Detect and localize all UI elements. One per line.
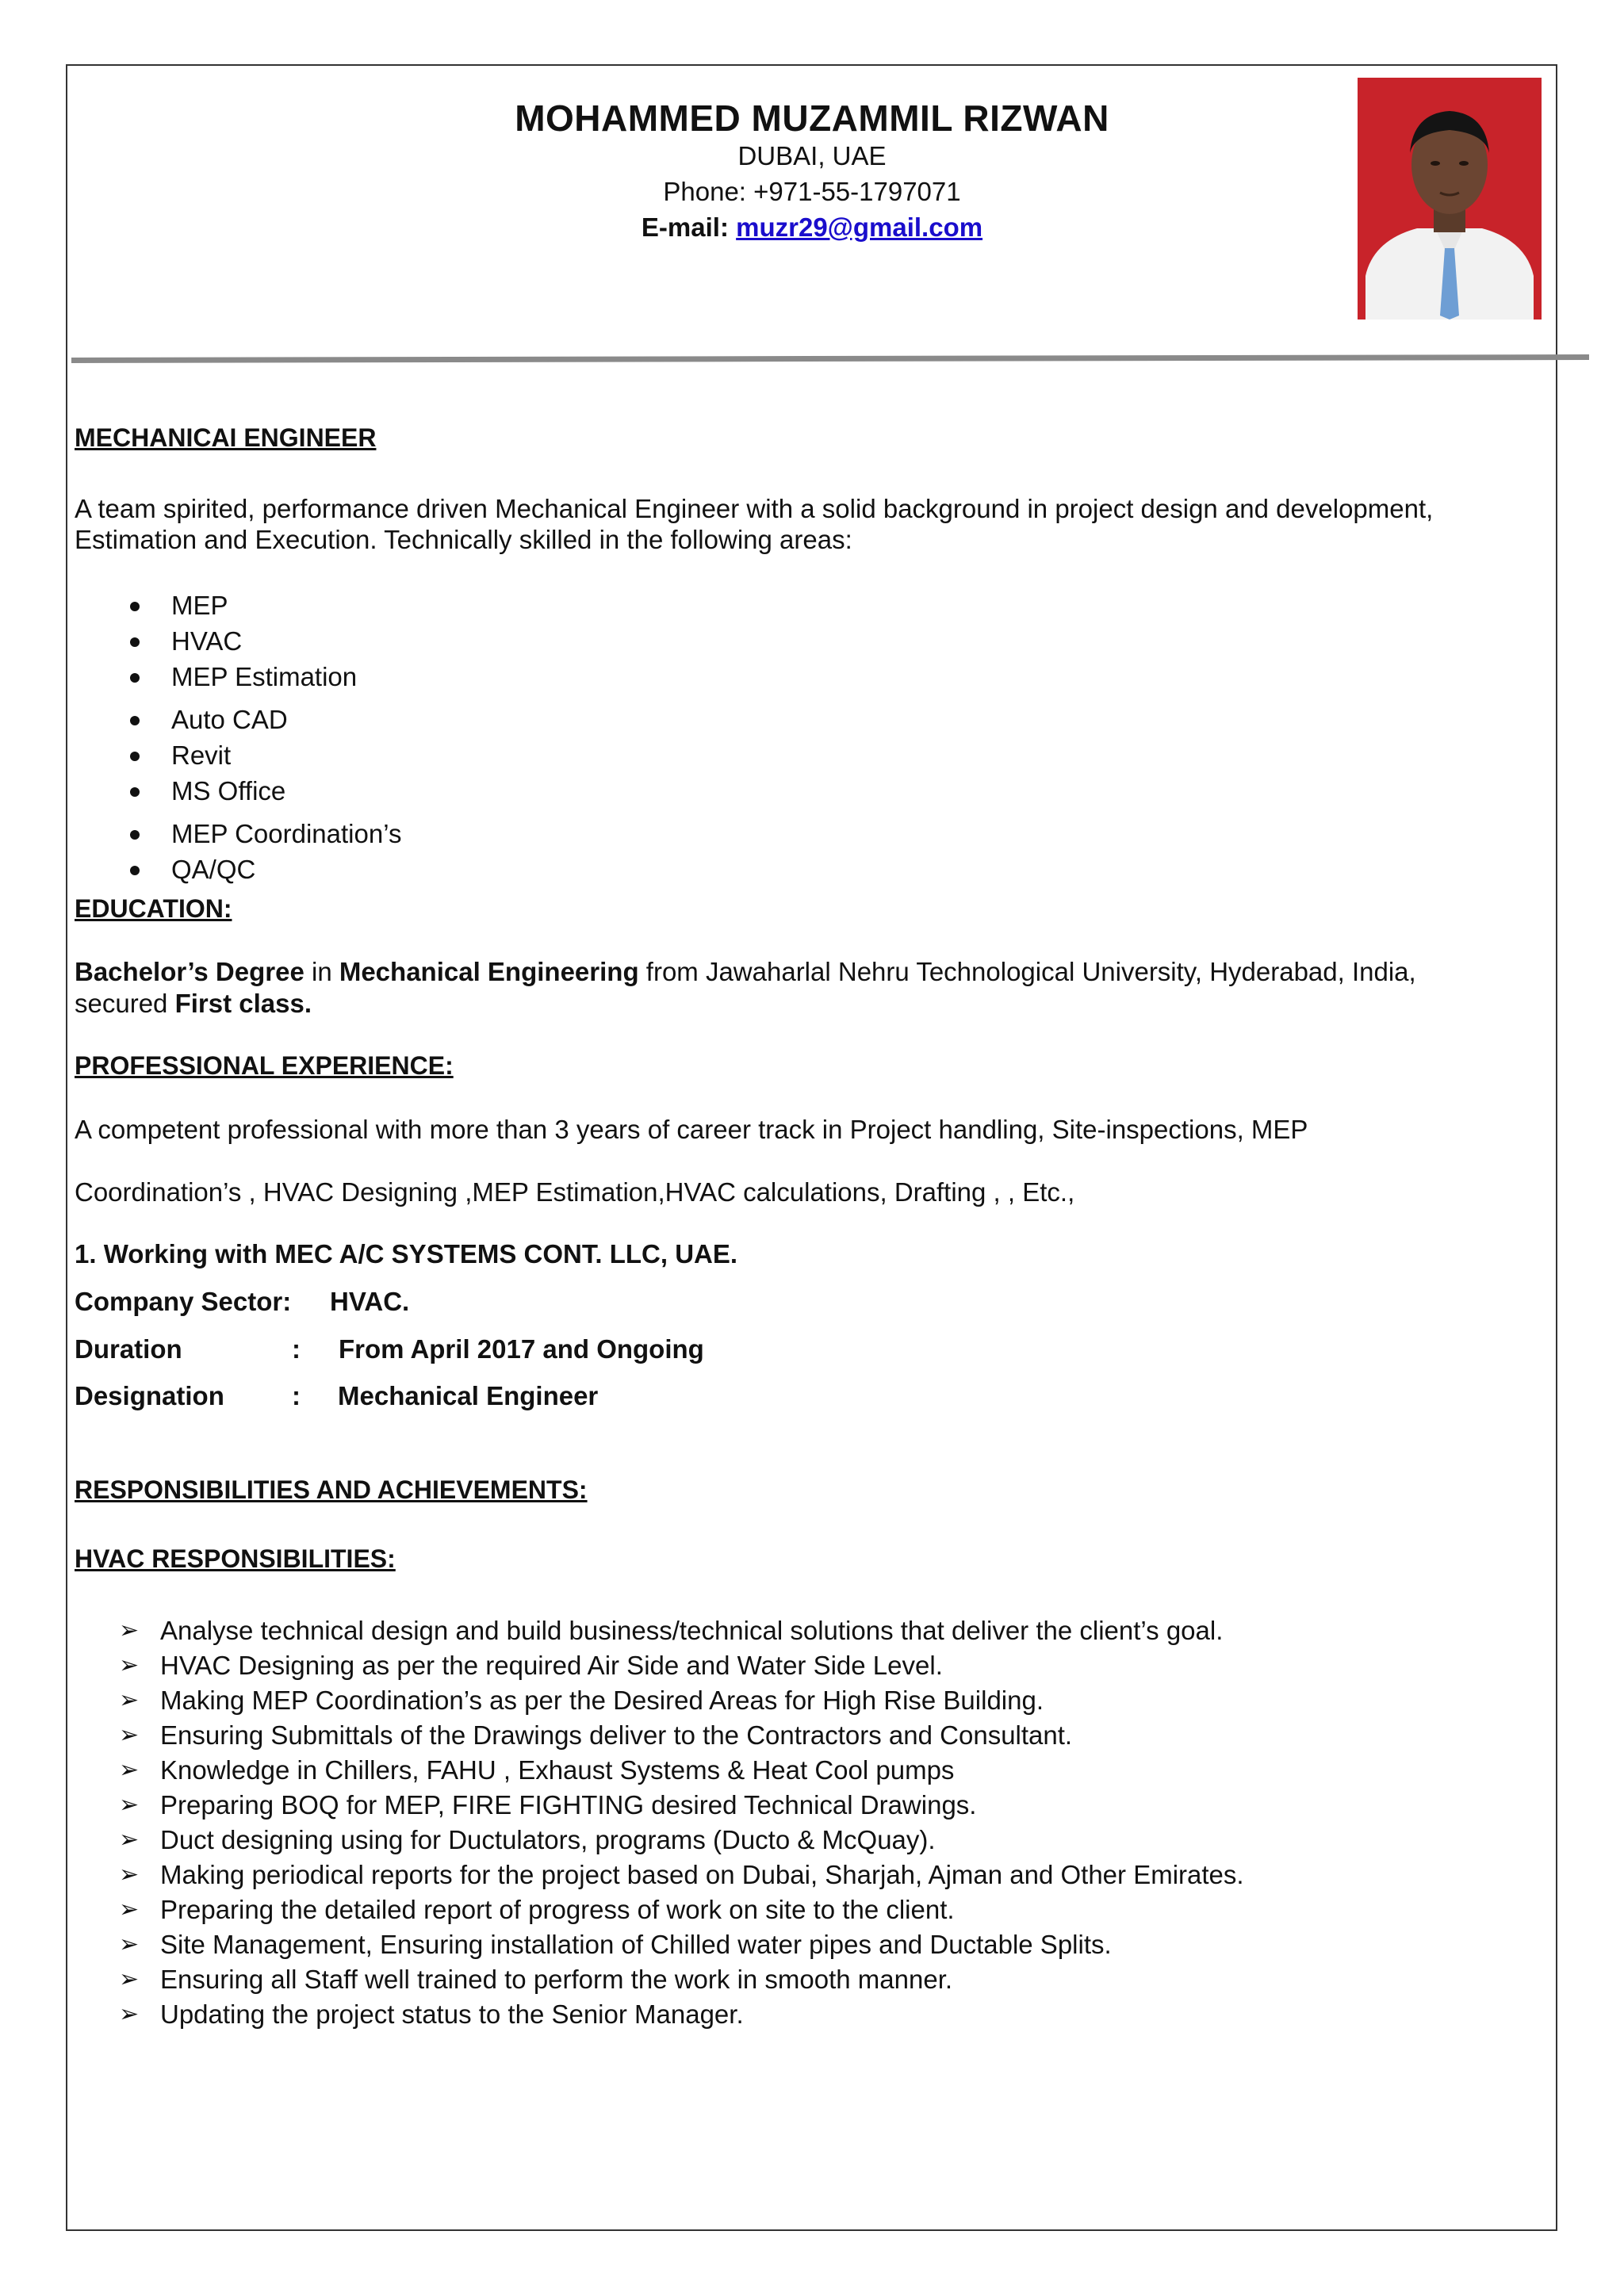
list-item: ➢ Ensuring Submittals of the Drawings deliver to the Contractors and Consultant.: [119, 1718, 1072, 1753]
skill-item: QA/QC: [171, 854, 401, 886]
bullet-icon: [130, 787, 140, 797]
bullet-icon: [130, 602, 140, 611]
job-title: 1. Working with MEC A/C SYSTEMS CONT. LLC, UAE.: [75, 1239, 738, 1269]
list-item: ➢ Analyse technical design and build business/technical solutions that deliver the client’s goal.: [119, 1613, 1223, 1648]
list-item: ➢ Making periodical reports for the project based on Dubai, Sharjah, Ajman and Other Emirates.: [119, 1858, 1244, 1892]
list-item: ➢ Knowledge in Chillers, FAHU , Exhaust Systems & Heat Cool pumps: [119, 1753, 954, 1788]
arrow-bullet-icon: ➢: [119, 1617, 140, 1644]
bullet-icon: [130, 716, 140, 725]
location: DUBAI, UAE: [737, 141, 887, 170]
list-item: ➢ Preparing BOQ for MEP, FIRE FIGHTING desired Technical Drawings.: [119, 1788, 976, 1823]
arrow-bullet-icon: ➢: [119, 1896, 140, 1923]
arrow-bullet-icon: ➢: [119, 2001, 140, 2027]
responsibilities-heading: RESPONSIBILITIES AND ACHIEVEMENTS:: [75, 1475, 588, 1504]
duration-label: Duration: [75, 1334, 182, 1364]
arrow-bullet-icon: ➢: [119, 1687, 140, 1713]
experience-heading: PROFESSIONAL EXPERIENCE:: [75, 1051, 454, 1080]
arrow-bullet-icon: ➢: [119, 1966, 140, 1992]
skill-item: Auto CAD: [171, 704, 401, 736]
arrow-bullet-icon: ➢: [119, 1757, 140, 1783]
bullet-icon: [130, 637, 140, 647]
objective-heading: MECHANICAI ENGINEER: [75, 423, 377, 452]
sector-value: HVAC.: [330, 1287, 410, 1316]
hvac-responsibilities-heading: HVAC RESPONSIBILITIES:: [75, 1544, 396, 1573]
email-label: E-mail:: [641, 212, 729, 242]
person-portrait-icon: [1358, 78, 1542, 320]
arrow-bullet-icon: ➢: [119, 1722, 140, 1748]
education-heading: EDUCATION:: [75, 894, 232, 923]
designation-colon: :: [292, 1381, 301, 1410]
skill-item: Revit: [171, 740, 401, 771]
skills-list: [171, 590, 402, 884]
skill-item: MEP Coordination’s: [171, 818, 401, 850]
designation-label: Designation: [75, 1381, 224, 1410]
list-item: ➢ Ensuring all Staff well trained to perform the work in smooth manner.: [119, 1962, 952, 1997]
candidate-name: MOHAMMED MUZAMMIL RIZWAN: [515, 98, 1109, 139]
arrow-bullet-icon: ➢: [119, 1931, 140, 1957]
responsibilities-list: [119, 1613, 1538, 2042]
list-item: ➢ Site Management, Ensuring installation of Chilled water pipes and Ductable Splits.: [119, 1927, 1112, 1962]
objective-line-1: A team spirited, performance driven Mechanical Engineer with a solid background in project design and development,: [75, 494, 1434, 523]
arrow-bullet-icon: ➢: [119, 1827, 140, 1853]
objective-line-2: Estimation and Execution. Technically skilled in the following areas:: [75, 525, 852, 554]
email-link[interactable]: muzr29@gmail.com: [736, 212, 983, 242]
experience-summary-1: A competent professional with more than 3 years of career track in Project handling, Site-inspections, MEP: [75, 1115, 1308, 1144]
duration-value: From April 2017 and Ongoing: [339, 1334, 704, 1364]
bullet-icon: [130, 673, 140, 683]
sector-label: Company Sector:: [75, 1287, 292, 1316]
arrow-bullet-icon: ➢: [119, 1862, 140, 1888]
education-line-1: Bachelor’s Degree in Mechanical Engineering from Jawaharlal Nehru Technological University, Hyderabad, India,: [75, 957, 1416, 986]
list-item: ➢ Preparing the detailed report of progress of work on site to the client.: [119, 1892, 955, 1927]
list-item: ➢ Duct designing using for Ductulators, programs (Ducto & McQuay).: [119, 1823, 936, 1858]
bullet-icon: [130, 866, 140, 875]
phone-number: Phone: +971-55-1797071: [663, 177, 961, 206]
arrow-bullet-icon: ➢: [119, 1792, 140, 1818]
skill-item: MS Office: [171, 775, 401, 807]
duration-colon: :: [292, 1334, 301, 1364]
arrow-bullet-icon: ➢: [119, 1652, 140, 1678]
skill-item: HVAC: [171, 626, 401, 657]
profile-photo: [1358, 78, 1542, 320]
bullet-icon: [130, 752, 140, 761]
list-item: ➢ Making MEP Coordination’s as per the Desired Areas for High Rise Building.: [119, 1683, 1044, 1718]
list-item: ➢ HVAC Designing as per the required Air Side and Water Side Level.: [119, 1648, 943, 1683]
bullet-icon: [130, 830, 140, 840]
education-line-2: secured First class.: [75, 989, 312, 1018]
list-item: ➢ Updating the project status to the Senior Manager.: [119, 1997, 744, 2032]
designation-value: Mechanical Engineer: [338, 1381, 599, 1410]
skill-item: MEP Estimation: [171, 661, 401, 693]
experience-summary-2: Coordination’s , HVAC Designing ,MEP Estimation,HVAC calculations, Drafting , , Etc.,: [75, 1177, 1075, 1207]
skill-item: MEP: [171, 590, 401, 622]
